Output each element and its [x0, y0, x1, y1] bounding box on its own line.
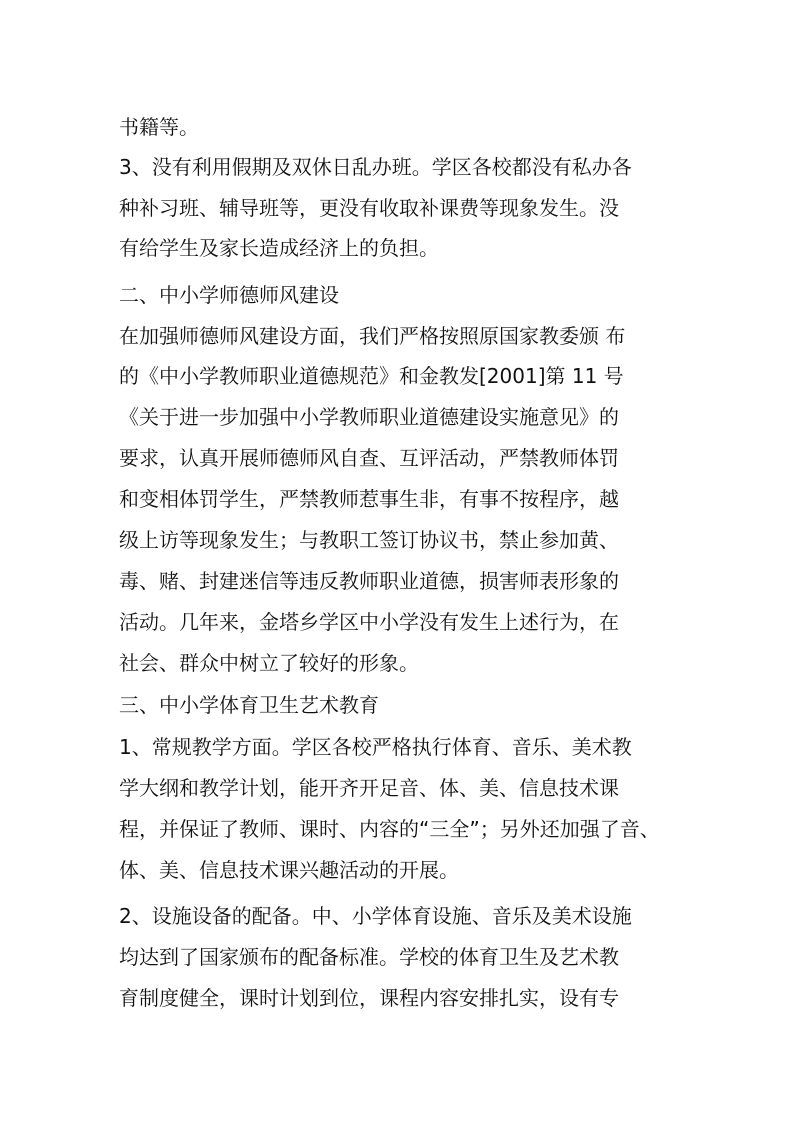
text-line: 在加强师德师风建设方面，我们严格按照原国家教委颁 布	[119, 324, 626, 348]
text-line: 社会、群众中树立了较好的形象。	[119, 651, 419, 675]
text-line: 《关于进一步加强中小学教师职业道德建设实施意见》的	[119, 405, 619, 429]
text-line: 的《中小学教师职业道德规范》和金教发[2001]第 11 号	[119, 364, 624, 388]
text-line: 体、美、信息技术课兴趣活动的开展。	[119, 858, 459, 882]
text-line: 毒、赌、封建迷信等违反教师职业道德，损害师表形象的	[119, 569, 619, 593]
text-line: 程，并保证了教师、课时、内容的“三全”；另外还加强了音、	[119, 817, 660, 841]
text-line: 1、常规教学方面。学区各校严格执行体育、音乐、美术教	[119, 735, 632, 759]
text-line: 和变相体罚学生，严禁教师惹事生非，有事不按程序，越	[119, 487, 619, 511]
text-line: 有给学生及家长造成经济上的负担。	[119, 236, 439, 260]
text-line: 要求，认真开展师德师风自查、互评活动，严禁教师体罚	[119, 446, 619, 470]
text-line: 书籍等。	[119, 115, 199, 139]
text-line: 学大纲和教学计划，能开齐开足音、体、美、信息技术课	[119, 776, 619, 800]
text-line: 均达到了国家颁布的配备标准。学校的体育卫生及艺术教	[119, 945, 619, 969]
text-line: 活动。几年来，金塔乡学区中小学没有发生上述行为，在	[119, 610, 619, 634]
text-line: 种补习班、辅导班等，更没有收取补课费等现象发生。没	[119, 196, 619, 220]
text-line: 育制度健全，课时计划到位，课程内容安排扎实，设有专	[119, 986, 619, 1010]
text-line: 级上访等现象发生；与教职工签订协议书，禁止参加黄、	[119, 528, 619, 552]
text-line: 3、没有利用假期及双休日乱办班。学区各校都没有私办各	[119, 155, 632, 179]
text-line: 2、设施设备的配备。中、小学体育设施、音乐及美术设施	[119, 904, 632, 928]
section-heading: 二、中小学师德师风建设	[119, 283, 339, 307]
section-heading: 三、中小学体育卫生艺术教育	[119, 693, 379, 717]
